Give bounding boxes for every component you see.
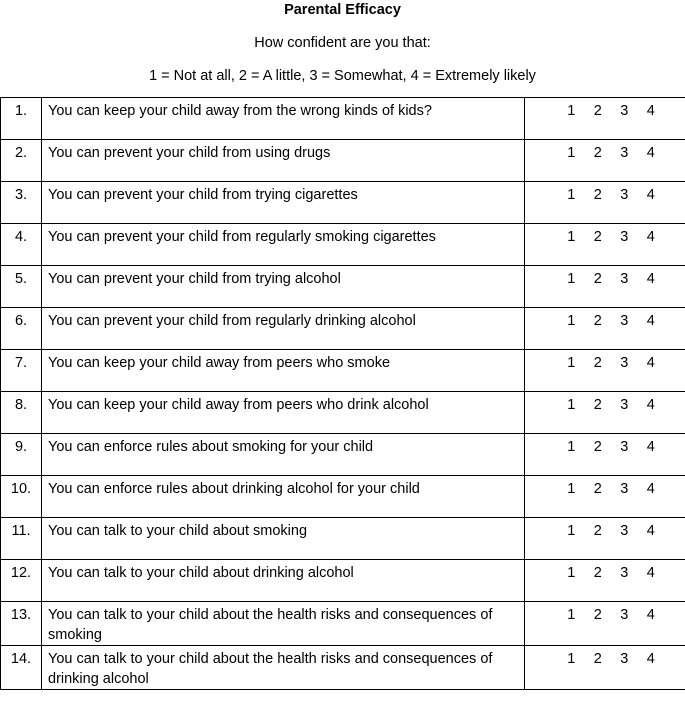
item-question: You can talk to your child about drinking alcohol <box>42 560 525 602</box>
response-option-row <box>525 101 685 121</box>
item-number: 11. <box>1 518 42 560</box>
response-option-4[interactable]: 4 <box>646 355 655 371</box>
item-number: 13. <box>1 602 42 646</box>
item-question: You can prevent your child from trying alcohol <box>42 266 525 308</box>
response-option-4[interactable]: 4 <box>646 607 655 623</box>
response-option-1[interactable]: 1 <box>567 271 576 287</box>
response-options <box>525 98 685 140</box>
response-option-4[interactable]: 4 <box>646 313 655 329</box>
response-option-1[interactable]: 1 <box>567 313 576 329</box>
response-option-row <box>525 395 685 415</box>
table-row <box>1 350 685 392</box>
response-option-2[interactable]: 2 <box>593 313 602 329</box>
item-question: You can prevent your child from trying cigarettes <box>42 182 525 224</box>
response-option-4[interactable]: 4 <box>646 103 655 119</box>
response-option-3[interactable]: 3 <box>620 607 629 623</box>
response-option-2[interactable]: 2 <box>593 607 602 623</box>
response-option-row <box>525 563 685 583</box>
item-number: 12. <box>1 560 42 602</box>
response-option-3[interactable]: 3 <box>620 439 629 455</box>
response-option-1[interactable]: 1 <box>567 523 576 539</box>
table-row <box>1 182 685 224</box>
response-option-4[interactable]: 4 <box>646 481 655 497</box>
response-options <box>525 476 685 518</box>
response-option-1[interactable]: 1 <box>567 103 576 119</box>
item-number: 5. <box>1 266 42 308</box>
response-option-1[interactable]: 1 <box>567 439 576 455</box>
response-option-4[interactable]: 4 <box>646 187 655 203</box>
item-number: 8. <box>1 392 42 434</box>
response-options <box>525 646 685 690</box>
item-question: You can prevent your child from using drugs <box>42 140 525 182</box>
response-options <box>525 308 685 350</box>
response-option-1[interactable]: 1 <box>567 355 576 371</box>
item-number: 1. <box>1 98 42 140</box>
response-option-4[interactable]: 4 <box>646 229 655 245</box>
response-option-row <box>525 269 685 289</box>
response-option-2[interactable]: 2 <box>593 565 602 581</box>
survey-table <box>0 97 685 690</box>
response-option-row <box>525 605 685 625</box>
response-option-2[interactable]: 2 <box>593 523 602 539</box>
response-option-2[interactable]: 2 <box>593 397 602 413</box>
response-option-row <box>525 227 685 247</box>
item-question: You can prevent your child from regularly smoking cigarettes <box>42 224 525 266</box>
response-options <box>525 224 685 266</box>
response-option-row <box>525 479 685 499</box>
response-options <box>525 182 685 224</box>
response-options <box>525 392 685 434</box>
response-option-2[interactable]: 2 <box>593 355 602 371</box>
response-option-3[interactable]: 3 <box>620 187 629 203</box>
table-row <box>1 560 685 602</box>
table-row <box>1 224 685 266</box>
response-option-3[interactable]: 3 <box>620 481 629 497</box>
response-option-4[interactable]: 4 <box>646 439 655 455</box>
table-row <box>1 646 685 690</box>
response-option-row <box>525 185 685 205</box>
response-option-3[interactable]: 3 <box>620 651 629 667</box>
response-option-1[interactable]: 1 <box>567 145 576 161</box>
response-options <box>525 518 685 560</box>
item-number: 3. <box>1 182 42 224</box>
table-row <box>1 98 685 140</box>
item-question: You can talk to your child about the health risks and consequences of drinking alcohol <box>42 646 525 690</box>
page-title: Parental Efficacy <box>284 2 401 18</box>
response-option-1[interactable]: 1 <box>567 187 576 203</box>
response-option-1[interactable]: 1 <box>567 481 576 497</box>
response-option-row <box>525 311 685 331</box>
response-option-4[interactable]: 4 <box>646 271 655 287</box>
table-row <box>1 476 685 518</box>
response-option-row <box>525 353 685 373</box>
response-option-3[interactable]: 3 <box>620 523 629 539</box>
response-option-3[interactable]: 3 <box>620 565 629 581</box>
response-option-1[interactable]: 1 <box>567 229 576 245</box>
response-option-2[interactable]: 2 <box>593 651 602 667</box>
item-number: 4. <box>1 224 42 266</box>
response-option-3[interactable]: 3 <box>620 271 629 287</box>
response-option-2[interactable]: 2 <box>593 481 602 497</box>
response-option-1[interactable]: 1 <box>567 565 576 581</box>
response-options <box>525 602 685 646</box>
response-option-3[interactable]: 3 <box>620 397 629 413</box>
response-option-row <box>525 521 685 541</box>
item-question: You can enforce rules about drinking alcohol for your child <box>42 476 525 518</box>
response-options <box>525 266 685 308</box>
item-question: You can keep your child away from peers who drink alcohol <box>42 392 525 434</box>
table-row <box>1 392 685 434</box>
response-option-1[interactable]: 1 <box>567 651 576 667</box>
table-row <box>1 308 685 350</box>
table-row <box>1 518 685 560</box>
response-options <box>525 350 685 392</box>
response-option-4[interactable]: 4 <box>646 523 655 539</box>
response-option-4[interactable]: 4 <box>646 397 655 413</box>
response-option-2[interactable]: 2 <box>593 439 602 455</box>
response-option-2[interactable]: 2 <box>593 145 602 161</box>
item-question: You can keep your child away from peers who smoke <box>42 350 525 392</box>
response-option-4[interactable]: 4 <box>646 651 655 667</box>
response-option-row <box>525 437 685 457</box>
table-row <box>1 434 685 476</box>
response-options <box>525 560 685 602</box>
response-option-3[interactable]: 3 <box>620 313 629 329</box>
item-number: 6. <box>1 308 42 350</box>
response-option-row <box>525 143 685 163</box>
response-option-3[interactable]: 3 <box>620 103 629 119</box>
item-number: 2. <box>1 140 42 182</box>
item-number: 14. <box>1 646 42 690</box>
item-question: You can prevent your child from regularly drinking alcohol <box>42 308 525 350</box>
response-option-2[interactable]: 2 <box>593 187 602 203</box>
page-subtitle: How confident are you that: <box>254 35 431 51</box>
survey-table-body <box>1 98 685 690</box>
response-options <box>525 434 685 476</box>
response-option-1[interactable]: 1 <box>567 607 576 623</box>
scale-legend: 1 = Not at all, 2 = A little, 3 = Somewhat, 4 = Extremely likely <box>149 68 536 84</box>
table-row <box>1 266 685 308</box>
response-option-3[interactable]: 3 <box>620 145 629 161</box>
item-number: 7. <box>1 350 42 392</box>
item-question: You can talk to your child about smoking <box>42 518 525 560</box>
table-row <box>1 140 685 182</box>
item-question: You can keep your child away from the wrong kinds of kids? <box>42 98 525 140</box>
response-options <box>525 140 685 182</box>
response-option-2[interactable]: 2 <box>593 271 602 287</box>
response-option-3[interactable]: 3 <box>620 229 629 245</box>
table-row <box>1 602 685 646</box>
response-option-1[interactable]: 1 <box>567 397 576 413</box>
response-option-2[interactable]: 2 <box>593 229 602 245</box>
item-question: You can talk to your child about the health risks and consequences of smoking <box>42 602 525 646</box>
item-number: 9. <box>1 434 42 476</box>
response-option-2[interactable]: 2 <box>593 103 602 119</box>
response-option-4[interactable]: 4 <box>646 145 655 161</box>
response-option-4[interactable]: 4 <box>646 565 655 581</box>
item-number: 10. <box>1 476 42 518</box>
response-option-row <box>525 649 685 669</box>
response-option-3[interactable]: 3 <box>620 355 629 371</box>
item-question: You can enforce rules about smoking for your child <box>42 434 525 476</box>
